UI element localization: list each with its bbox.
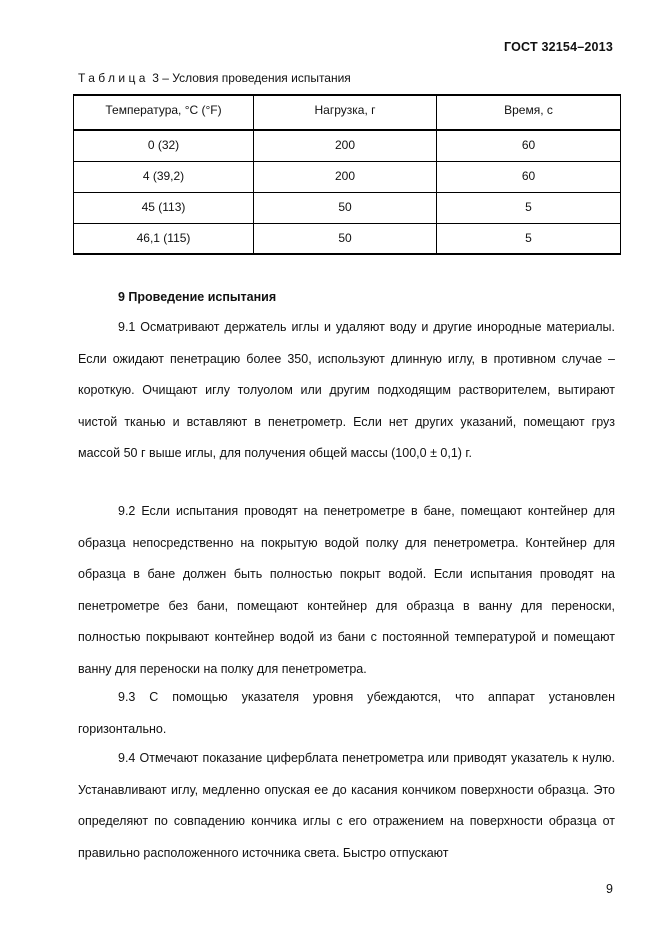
time-cell: 60 [437,161,621,192]
paragraph-9-2-block [78,496,615,685]
table-row [74,130,621,161]
table-row [74,192,621,223]
time-cell: 60 [437,130,621,161]
paragraph: 9.3 С помощью указателя уровня убеждаются, что аппарат установлен горизонтально. [78,690,615,736]
temperature-cell: 45 (113) [74,192,254,223]
paragraph-9-1-block [78,312,615,470]
table-caption-text: – Условия проведения испытания [162,71,351,85]
load-cell: 50 [254,192,437,223]
load-cell: 50 [254,223,437,254]
page-number: 9 [606,882,613,896]
standard-code: ГОСТ 32154–2013 [504,40,613,54]
column-header-time: Время, с [437,95,621,130]
table-row [74,223,621,254]
table-header-row [74,95,621,130]
paragraph: 9.1 Осматривают держатель иглы и удаляют воду и другие инородные материалы. Если ожидают пенетрацию более 350, используют длинную иглу, в противном случае – короткую. Очищают иглу толуолом или другим подходящим растворителем, вытирают чистой тканью и вставляют в пенетрометр. Если нет других указаний, помещают груз массой 50 г выше иглы, для получения общей массы (100,0 ± 0,1) г. [78,320,615,460]
table-caption-prefix: Таблица [78,71,149,85]
section-title: 9 Проведение испытания [118,290,277,304]
time-cell: 5 [437,192,621,223]
table-caption [78,71,351,85]
paragraph: 9.2 Если испытания проводят на пенетрометре в бане, помещают контейнер для образца непосредственно на покрытую водой полку для пенетрометра. Контейнер для образца в бане должен быть полностью покрыт водой. Если испытания проводят на пенетрометре без бани, помещают контейнер для образца в ванну для переноски, полностью покрывают контейнер водой из бани с постоянной температурой и помещают ванну для переноски на полку для пенетрометра. [78,504,615,676]
load-cell: 200 [254,130,437,161]
column-header-temperature: Температура, °C (°F) [74,95,254,130]
paragraph-9-4-block [78,743,615,869]
table-row [74,161,621,192]
test-conditions-table [73,94,621,255]
temperature-cell: 0 (32) [74,130,254,161]
paragraph-9-3-block [78,682,615,745]
column-header-load: Нагрузка, г [254,95,437,130]
temperature-cell: 4 (39,2) [74,161,254,192]
time-cell: 5 [437,223,621,254]
temperature-cell: 46,1 (115) [74,223,254,254]
paragraph: 9.4 Отмечают показание циферблата пенетрометра или приводят указатель к нулю. Устанавливают иглу, медленно опуская ее до касания кончиком поверхности образца. Это определяют по совпадению кончика иглы с его отражением на поверхности образца от правильно расположенного источника света. Быстро отпускают [78,751,615,860]
load-cell: 200 [254,161,437,192]
table-caption-number: 3 [152,71,159,85]
